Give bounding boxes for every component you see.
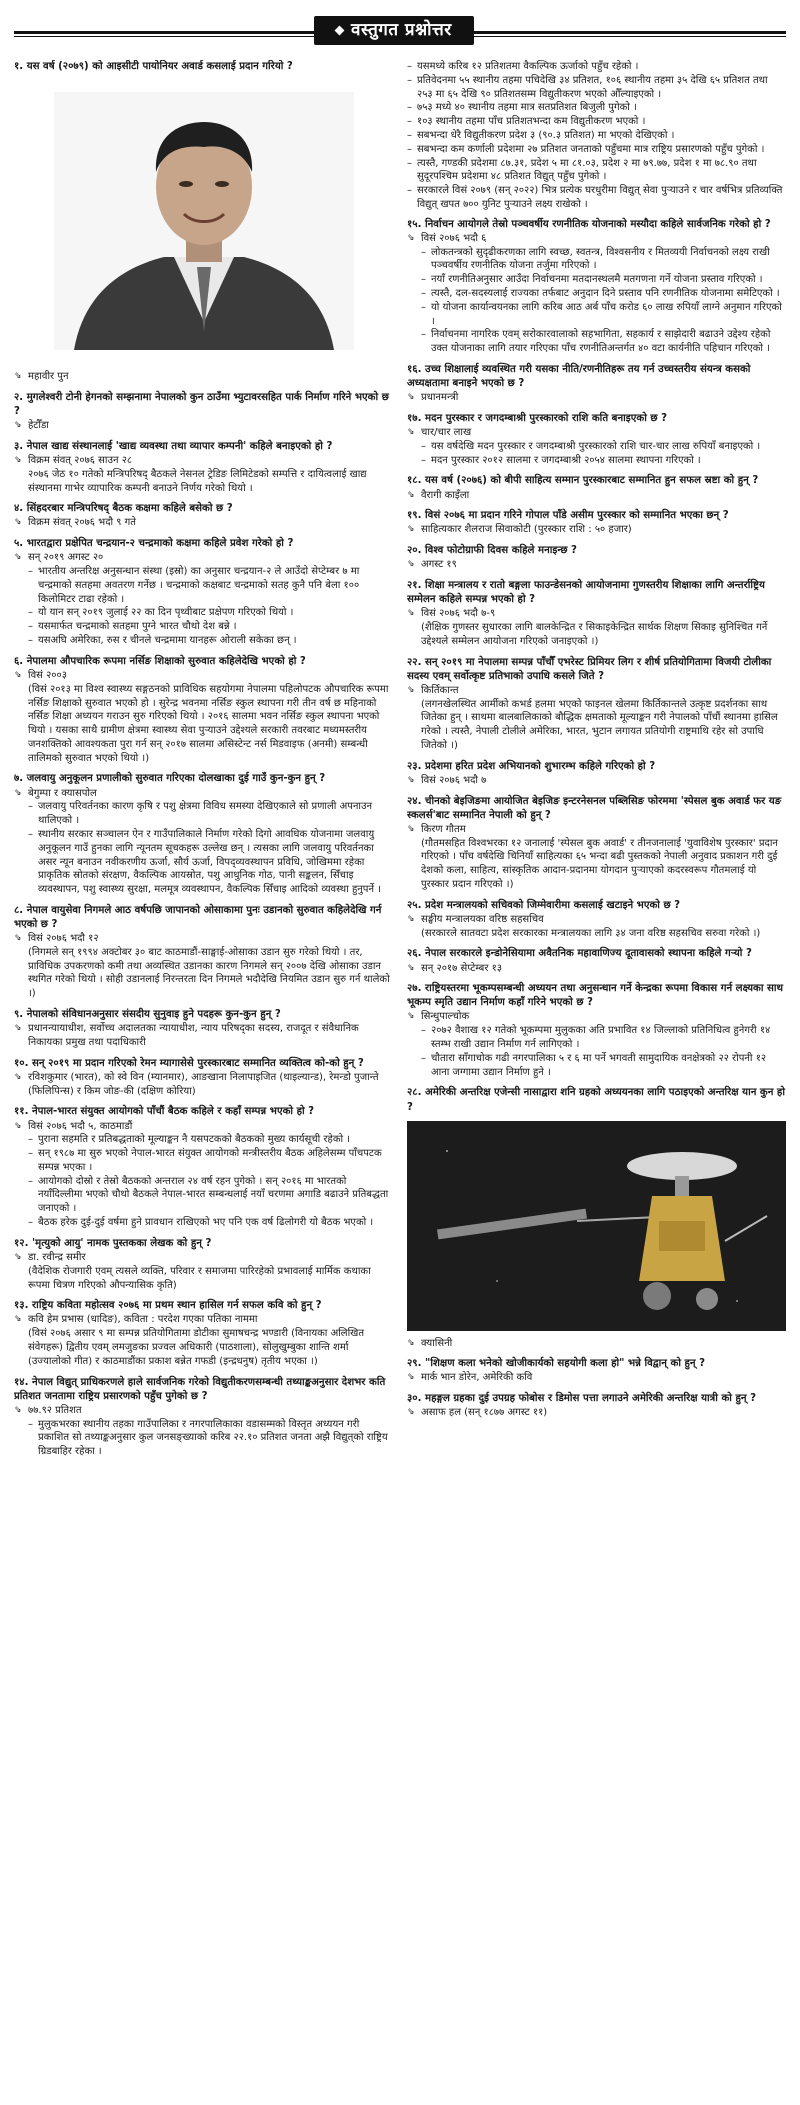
question: १६. उच्च शिक्षालाई व्यवस्थित गरी यसका नीति/रणनीतिहरू तय गर्न उच्चस्तरीय संयन्त्र कसको अध्यक्षतामा बनाइने भएको छ ? [407, 364, 751, 390]
list-item: – यसअघि अमेरिका, रुस र चीनले चन्द्रमामा यानहरू ओराली सकेका छन् । [28, 634, 393, 648]
explanation: (वैदेशिक रोजगारी एवम् त्यसले व्यक्ति, परिवार र समाजमा पारिरहेको प्रभावलाई मार्मिक कथाका रूपमा चित्रण गरिएको औपन्यासिक कृति) [28, 1265, 371, 1291]
list-item: – ७५३ मध्ये ४० स्थानीय तहमा मात्र सतप्रतिशत बिजुली पुगेको । [407, 101, 786, 115]
list-item: – यो यान सन् २०१९ जुलाई २२ का दिन पृथ्वीबाट प्रक्षेपण गरिएको थियो । [28, 606, 393, 620]
answer: ⇘ चार/चार लाख [407, 426, 786, 440]
list-item: – चौतारा साँगाचोक गढी नगरपालिका ५ र ६ मा पर्ने भगवती सामुदायिक वनक्षेत्रको २२ रोपनी १२ आना जग्गामा उद्यान निर्माण हुने । [421, 1052, 786, 1080]
qa-item [14, 1237, 393, 1292]
qa-item [14, 440, 393, 495]
answer: ⇘ ७७.९२ प्रतिशत [14, 1404, 393, 1418]
content-columns [14, 60, 786, 1466]
list-item: – सबभन्दा धेरै विद्युतीकरण प्रदेश ३ (९०.३ प्रतिशत) मा भएको देखिएको । [407, 129, 786, 143]
list-item: – प्रतिवेदनमा ५५ स्थानीय तहमा पचिदेखि ३४ प्रतिशत, १०६ स्थानीय तहमा ३५ देखि ६५ प्रतिशत तथा २५३ मा ६५ देखि ९० प्रतिशतसम्म विद्युतीकरण भएको औँल्याइएको । [407, 74, 786, 102]
question: २५. प्रदेश मन्त्रालयको सचिवको जिम्मेवारीमा कसलाई खटाइने भएको छ ? [407, 899, 681, 911]
qa-item [407, 1392, 786, 1420]
answer: ⇘ बेगुम्पा र क्यासपोल [14, 787, 393, 801]
answer: ⇘ महावीर पुन [14, 370, 393, 384]
list-item: – भारतीय अन्तरिक्ष अनुसन्धान संस्था (इस्रो) का अनुसार चन्द्रयान-२ ले आउँदो सेप्टेम्बर ७ मा चन्द्रमाको सतहमा अवतरण गर्नेछ । चन्द्रमाको कक्षबाट चन्द्रमाको सतह कुनै पनि बेला १०० किलोमिटर टाढा रहेको । [28, 565, 393, 606]
spacecraft-photo [407, 1121, 786, 1331]
question: २७. राष्ट्रियस्तरमा भूकम्पसम्बन्धी अध्ययन तथा अनुसन्धान गर्ने केन्द्रका रूपमा विकास गर्न लक्ष्यका साथ भूकम्प स्मृति उद्यान निर्माण कहाँ गरिने भएको छ ? [407, 983, 784, 1009]
qa-item [407, 1086, 786, 1350]
bullet-list [14, 1418, 393, 1459]
question: १९. विसं २०७६ मा प्रदान गरिने गोपाल पाँडे असीम पुरस्कार को सम्मानित भएका छन् ? [407, 510, 729, 522]
qa-item [407, 218, 786, 356]
qa-item [407, 899, 786, 941]
answer: ⇘ डा. रवीन्द्र समीर [14, 1251, 393, 1265]
question: ३. नेपाल खाद्य संस्थानलाई 'खाद्य व्यवस्था तथा व्यापार कम्पनी' कहिले बनाइएको हो ? [14, 440, 333, 452]
list-item: – यसमध्ये करिब १२ प्रतिशतमा वैकल्पिक ऊर्जाको पहुँच रहेको । [407, 60, 786, 74]
qa-item [14, 1299, 393, 1368]
answer: ⇘ सन् २०१९ अगस्ट २० [14, 551, 393, 565]
answer: ⇘ रविशकुमार (भारत), को स्वे विन (म्यानमार), आङखाना निलापाइजित (थाइल्यान्ड), रेमन्डो पुजान्ते (फिलिपिन्स) र किम जोङ-की (दक्षिण कोरिया) [14, 1071, 393, 1099]
question: २१. शिक्षा मन्त्रालय र रातो बङ्गला फाउन्डेसनको आयोजनामा गुणस्तरीय शिक्षाका लागि अन्तर्राष्ट्रिय सम्मेलन कहिले सम्पन्न भएको हो ? [407, 580, 765, 606]
question: २४. चीनको बेइजिङमा आयोजित बेइजिङ इन्टरनेसनल पब्लिसिङ फोरममा 'स्पेसल बुक अवार्ड फर यङ स्कलर्स'बाट सम्मानित नेपाली को हुन् ? [407, 795, 782, 821]
answer: ⇘ असाफ हल (सन् १८७७ अगस्ट ११) [407, 1406, 786, 1420]
bullet-list [407, 246, 786, 356]
explanation: (शैक्षिक गुणस्तर सुधारका लागि बालकेन्द्रित र सिकाइकेन्द्रित सार्थक शिक्षण सिकाइ सुनिश्चित गर्ने उद्देश्यले सम्मेलन आयोजना गरिएको जनाइएको ।) [421, 622, 768, 647]
question: १७. मदन पुरस्कार र जगदम्बाश्री पुरस्कारको राशि कति बनाइएको छ ? [407, 412, 668, 424]
question: ३०. महङ्गल ग्रहका दुई उपग्रह फोबोस र डिमोस पत्ता लगाउने अमेरिकी अन्तरिक्ष यात्री को हुन् ? [407, 1393, 756, 1405]
bullet-list [407, 440, 786, 468]
list-item: – यो योजना कार्यान्वयनका लागि करिब आठ अर्ब पाँच करोड ६० लाख रुपियाँ लाग्ने अनुमान गरिएको । [421, 301, 786, 329]
list-item: – मदन पुरस्कार २०१२ सालमा र जगदम्बाश्री २०५४ सालमा स्थापना गरिएको । [421, 454, 786, 468]
question: ८. नेपाल वायुसेवा निगमले आठ वर्षपछि जापानको ओसाकामा पुनः उडानको सुरुवात कहिलेदेखि गर्न भएको छ ? [14, 904, 382, 931]
qa-item [407, 982, 786, 1079]
question: २६. नेपाल सरकारले इन्डोनेसियामा अवैतनिक महावाणिज्य दूतावासको स्थापना कहिले गऱ्यो ? [407, 948, 752, 960]
qa-item [407, 579, 786, 649]
qa-item [14, 655, 393, 766]
answer: ⇘ विसं २०७६ भदौ ७ [407, 774, 786, 788]
question: २८. अमेरिकी अन्तरिक्ष एजेन्सी नासाद्वारा शनि ग्रहको अध्ययनका लागि पठाइएको अन्तरिक्ष यान कुन हो ? [407, 1087, 785, 1113]
list-item: – १०३ स्थानीय तहमा पाँच प्रतिशतभन्दा कम विद्युतीकरण भएको । [407, 115, 786, 129]
answer: ⇘ सङ्घीय मन्त्रालयका वरिष्ठ सहसचिव [407, 913, 786, 927]
answer: ⇘ विसं २०७६ भदौ ६ [407, 232, 786, 246]
list-item: – मुलुकभरका स्थानीय तहका गाउँपालिका र नगरपालिकाका वडासम्मको विस्तृत अध्ययन गरी प्रकाशित सो तथ्याङ्कअनुसार कुल जनसङ्ख्याको करिब २२.१० प्रतिशत जनता अझै विद्युत्‌को राष्ट्रिय ग्रिडबाहिर रहेका । [28, 1418, 393, 1459]
list-item: – आयोगको दोस्रो र तेस्रो बैठकको अन्तराल २४ वर्ष रहन पुगेको । सन् २०१६ मा भारतको नयाँदिल्लीमा भएको चौथो बैठकले नेपाल-भारत सम्बन्धलाई नयाँ चरणमा अगाडि बढाउने प्रतिबद्धता जनाएको । [28, 1175, 393, 1216]
list-item: – पुराना सहमति र प्रतिबद्धताको मूल्याङ्कन नै यसपटकको बैठकको मुख्य कार्यसूची रहेको । [28, 1133, 393, 1147]
qa-item [407, 412, 786, 467]
qa-item [14, 391, 393, 433]
qa-item [407, 947, 786, 975]
qa-item [407, 1357, 786, 1385]
question: ५. भारतद्वारा प्रक्षेपित चन्द्रयान-२ चन्द्रमाको कक्षमा कहिले प्रवेश गरेको हो ? [14, 538, 294, 550]
explanation: (विसं २०१३ मा विश्व स्वास्थ्य सङ्गठनको प्राविधिक सहयोगमा नेपालमा पहिलोपटक औपचारिक रूपमा नर्सिङ शिक्षाको सुरुवात भएको हो । सुरेन्द्र भवनमा नर्सिङ स्कुल स्थापना गरी तीन वर्ष छ महिनाको नर्सिङ शिक्षा अध्ययन गराउन सुरु गरिएको थियो । २०१६ सालमा भवन नर्सिङ स्कुल स्थापना भएको थियो । यसका साथै ग्रामीण क्षेत्रमा स्वास्थ्य सेवा पुऱ्याउने उद्देश्यले सरकारी तवरबाट मध्यमस्तरीय जनशक्तिको आवश्यकता पुरा गर्न सन् २०१७ सालमा असिस्टेन्ट नर्स मिडवाइफ (अनमी) सम्बन्धी तालिमको सुरुवात भएको थियो ।) [28, 683, 389, 764]
answer: ⇘ क्यासिनी [407, 1337, 786, 1351]
answer: ⇘ हेटौँडा [14, 419, 393, 433]
bullet-list [14, 565, 393, 648]
question: १५. निर्वाचन आयोगले तेस्रो पञ्चवर्षीय रणनीतिक योजनाको मस्यौदा कहिले सार्वजनिक गरेको हो ? [407, 218, 771, 230]
qa-item [407, 363, 786, 405]
answer: ⇘ विसं २०७६ भदौ ५, काठमाडौं [14, 1120, 393, 1134]
spacecraft-illustration [407, 1121, 786, 1331]
list-item: – त्यस्तै, गण्डकी प्रदेशमा ८७.३१, प्रदेश ५ मा ८१.०३, प्रदेश २ मा ७९.७७, प्रदेश १ मा ७८.९० तथा सुदूरपश्चिम प्रदेशमा ४८ प्रतिशत विद्युत् पहुँच पुगेको । [407, 157, 786, 185]
list-item: – लोकतन्त्रको सुदृढीकरणका लागि स्वच्छ, स्वतन्त्र, विश्वसनीय र मितव्ययी निर्वाचनको लक्ष्य राखी पञ्चवर्षीय रणनीतिक योजना तर्जुमा गरिएको । [421, 246, 786, 274]
left-column [14, 60, 393, 1466]
question: ७. जलवायु अनुकूलन प्रणालीको सुरुवात गरिएका दोलखाका दुई गाउँ कुन-कुन हुन् ? [14, 773, 326, 785]
continued-list [407, 60, 786, 212]
list-item: – जलवायु परिवर्तनका कारण कृषि र पशु क्षेत्रमा विविध समस्या देखिएकाले सो प्रणाली अपनाउन थालिएको । [28, 800, 393, 828]
list-item: – यस वर्षदेखि मदन पुरस्कार र जगदम्बाश्री पुरस्कारको राशि चार-चार लाख रुपियाँ बनाइएको । [421, 440, 786, 454]
question: १८. यस वर्ष (२०७६) को बीपी साहित्य सम्मान पुरस्कारबाट सम्मानित हुन सफल स्रष्टा को हुन् ? [407, 475, 759, 487]
list-item: – निर्वाचनमा नागरिक एवम् सरोकारवालाको सहभागिता, सहकार्य र साझेदारी बढाउने उद्देश्य रहेको उक्त योजनाका लागि तयार गरिएका पाँच रणनीतिअन्तर्गत ४० वटा कार्यनीति पहिचान गरिएको । [421, 328, 786, 356]
answer: ⇘ प्रधानन्यायाधीश, सर्वोच्च अदालतका न्यायाधीश, न्याय परिषद्का सदस्य, राजदूत र संवैधानिक निकायका प्रमुख तथा पदाधिकारी [14, 1022, 393, 1050]
qa-item [407, 656, 786, 753]
answer: ⇘ किर्तिकान्त [407, 684, 786, 698]
page [0, 14, 800, 2105]
list-item: – सन् १९८७ मा सुरु भएको नेपाल-भारत संयुक्त आयोगको मन्त्रीस्तरीय बैठक अहिलेसम्म पाँचपटक सम्पन्न भएका । [28, 1147, 393, 1175]
list-item: – स्थानीय सरकार सञ्चालन ऐन र गाउँपालिकाले निर्माण गरेको दिगो आवधिक योजनामा जलवायु अनुकूलन गाउँ हुनका लागि न्यूनतम सूचकहरू उल्लेख छन् । त्यसका लागि जलवायु परिवर्तनका असर न्यून बनाउन नवीकरणीय ऊर्जा, सौर्य ऊर्जा, विपद्‌व्यवस्थापन प्रविधि, जोखिममा रहेका प्राकृतिक स्रोतको संरक्षण, वैकल्पिक आयस्रोत, पशु आधुनिक गोठ, पानी सङ्कलन, सिँचाइ व्यवस्थापन, पशु स्वास्थ्य सुरक्षा, मलमूत्र व्यवस्थापन, वैकल्पिक सिँचाइ आदिको व्यवस्था हुनुपर्ने । [28, 828, 393, 897]
question: १३. राष्ट्रिय कविता महोत्सव २०७६ मा प्रथम स्थान हासिल गर्न सफल कवि को हुन् ? [14, 1300, 322, 1312]
explanation: २०७६ जेठ १० गतेको मन्त्रिपरिषद् बैठकले नेसनल ट्रेडिङ लिमिटेडको सम्पत्ति र दायित्वलाई खाद्य संस्थानमा गाभेर व्यापारिक कम्पनी बनाउने निर्णय गरेको थियो । [28, 468, 367, 494]
list-item: – सरकारले विसं २०७९ (सन् २०२२) भित्र प्रत्येक घरधुरीमा विद्युत् सेवा पुऱ्याउने र चार वर्षभित्र प्रतिव्यक्ति विद्युत् खपत ७०० युनिट पुऱ्याउने लक्ष्य राखेको । [407, 184, 786, 212]
explanation: (सरकारले सातवटा प्रदेश सरकारका मन्त्रालयका लागि ३४ जना वरिष्ठ सहसचिव सरुवा गरेको ।) [421, 927, 761, 939]
answer: ⇘ विसं २०७६ भदौ ७-९ [407, 607, 786, 621]
answer: ⇘ किरण गौतम [407, 823, 786, 837]
answer: ⇘ मार्क भान डोरेन, अमेरिकी कवि [407, 1371, 786, 1385]
answer: ⇘ वैरागी काइँला [407, 489, 786, 503]
qa-item [14, 904, 393, 1001]
question: १. यस वर्ष (२०७९) को आइसीटी पायोनियर अवार्ड कसलाई प्रदान गरियो ? [14, 61, 293, 72]
list-item: – यसमार्फत चन्द्रमाको सतहमा पुग्ने भारत चौथो देश बन्ने । [28, 620, 393, 634]
qa-item [407, 474, 786, 502]
bullet-list [407, 1024, 786, 1079]
question: ९. नेपालको संविधानअनुसार संसदीय सुनुवाइ हुने पदहरू कुन-कुन हुन् ? [14, 1009, 281, 1021]
portrait-illustration [54, 92, 354, 350]
explanation: (गौतमसहित विश्वभरका १२ जनालाई 'स्पेसल बुक अवार्ड' र तीनजनालाई 'युवाविशेष पुरस्कार' प्रदान गरिएको । पाँच वर्षदेखि चिनियाँ साहित्यका ६५ भन्दा बढी पुस्तकको नेपाली अनुवाद प्रकाशन गरी दुई देशको कला, साहित्य, सांस्कृतिक आदान-प्रदानमा योगदान पुऱ्याएको कदरस्वरूप गौतमलाई यो पुरस्कार प्रदान गरिएको ।) [421, 837, 778, 890]
question: १२. 'मृत्युको आयु' नामक पुस्तकका लेखक को हुन् ? [14, 1237, 212, 1249]
section-title: वस्तुगत प्रश्नोत्तर [314, 16, 474, 45]
question: २. मुगलेश्वरी टोनी हेगनको सम्झनामा नेपालको कुन ठाउँमा भ्युटावरसहित पार्क निर्माण गरिने भएको छ ? [14, 391, 389, 417]
qa-item [407, 544, 786, 572]
answer: ⇘ विक्रम संवत् २०७६ भदौ ९ गते [14, 516, 393, 530]
qa-item [14, 537, 393, 648]
qa-item [14, 60, 393, 384]
explanation: (निगमले सन् १९९४ अक्टोबर ३० बाट काठमाडौं-साङ्घाई-ओसाका उडान सुरु गरेको थियो । तर, प्राविधिक उपकरणको कमी तथा अव्यस्थित उडानका कारण निगमले सन् २००७ देखि ओसाका उडान स्थगित गरेको थियो । सोही उडानलाई निरन्तरता दिन निगमले भदौदेखि नियमित उडान सुरु गर्न थालेको ।) [28, 946, 390, 1000]
right-column [407, 60, 786, 1466]
answer: ⇘ प्रधानमन्त्री [407, 391, 786, 405]
answer: ⇘ सिन्धुपाल्चोक [407, 1010, 786, 1024]
list-item: – २०७२ वैशाख १२ गतेको भूकम्पमा मुलुकका अति प्रभावित १४ जिल्लाको प्रतिनिधित्व हुनेगरी १४ स्तम्भ राखी उद्यान निर्माण गर्न लागिएको । [421, 1024, 786, 1052]
answer: ⇘ विक्रम संवत् २०७६ साउन २८ [14, 454, 393, 468]
answer: ⇘ अगस्ट १९ [407, 558, 786, 572]
question: २२. सन् २०१९ मा नेपालमा सम्पन्न पाँचौँ एभरेस्ट प्रिमियर लिग र शीर्ष प्रतियोगितामा विजयी टोलीका सदस्य एवम् सर्वोत्कृष्ट प्रतिभाको उपाधि कसले जिते ? [407, 656, 772, 682]
list-item: – बैठक हरेक दुई-दुई वर्षमा हुने प्रावधान राखिएको भए पनि एक वर्ष ढिलोगरी यो बैठक भएको । [28, 1216, 393, 1230]
list-item: – नयाँ रणनीतिअनुसार आउँदा निर्वाचनमा मतदानस्थलमै मतगणना गर्ने योजना प्रस्ताव गरिएको । [421, 273, 786, 287]
portrait-photo [54, 92, 354, 350]
bullet-list [14, 800, 393, 897]
section-header [14, 14, 786, 52]
question: ६. नेपालमा औपचारिक रूपमा नर्सिङ शिक्षाको सुरुवात कहिलेदेखि भएको हो ? [14, 655, 306, 667]
question: ४. सिंहदरबार मन्त्रिपरिषद् बैठक कक्षमा कहिले बसेको छ ? [14, 503, 233, 515]
answer: ⇘ साहित्यकार शैलराज सिवाकोटी (पुरस्कार राशि : ५० हजार) [407, 523, 786, 537]
answer: ⇘ कवि हेम प्रभास (धादिङ), कविता : परदेश गएका पतिका नाममा [14, 1313, 393, 1327]
question: १०. सन् २०१९ मा प्रदान गरिएको रेमन म्यागासेसे पुरस्कारबाट सम्मानित व्यक्तित्व को-को हुन् ? [14, 1057, 364, 1069]
question: ११. नेपाल-भारत संयुक्त आयोगको पाँचौं बैठक कहिले र कहाँ सम्पन्न भएको हो ? [14, 1106, 315, 1118]
qa-item [407, 509, 786, 537]
qa-item [14, 502, 393, 530]
explanation: (विसं २०७६ असार ९ मा सम्पन्न प्रतियोगितामा डोटीका सुमाषचन्द्र भण्डारी (विनायका अलिखित संवेगहरू) द्वितीय एवम् लमजुङका प्रज्वल अधिकारी (पाठशाला), सोलुखुम्बुका शान्ति शर्मा (उज्यालोको गीत) र काठमाडौंका प्रकाश बन्नेत गफडी (इन्द्रधनुष) तृतीय भएका ।) [28, 1328, 365, 1367]
bullet-list [14, 1133, 393, 1230]
list-item: – त्यस्तै, दल-सदस्यलाई राज्यका तर्फबाट अनुदान दिने प्रस्ताव पनि रणनीतिक योजनामा समेटिएको । [421, 287, 786, 301]
list-item: – सबभन्दा कम कर्णाली प्रदेशमा २७ प्रतिशत जनताको पहुँचमा मात्र राष्ट्रिय प्रसारणको पहुँच पुगेको । [407, 143, 786, 157]
qa-item [14, 1057, 393, 1099]
qa-item [407, 760, 786, 788]
qa-item [407, 795, 786, 892]
answer: ⇘ विसं २०७६ भदौ १२ [14, 932, 393, 946]
answer: ⇘ सन् २०१७ सेप्टेम्बर १३ [407, 962, 786, 976]
explanation: (लगनखेलस्थित आर्मीको कभर्ड हलमा भएको फाइनल खेलमा किर्तिकान्तले उत्कृष्ट प्रदर्शनका साथ जितेका हुन् । साथमा बालबालिकाको बौद्धिक क्षमताको मूल्याङ्कन गरी नेपालको पाँचौं स्थानमा हासिल गरेको । त्यस्तै, नेपाली टोलीले अमेरिका, भारत, भुटान लगायत प्रतियोगी राष्ट्रमाथि रहेर सो उपाधि जितेको ।) [421, 698, 778, 751]
qa-item [14, 1008, 393, 1050]
question: १४. नेपाल विद्युत् प्राधिकरणले हाले सार्वजनिक गरेको विद्युतीकरणसम्बन्धी तथ्याङ्कअनुसार देशभर कति प्रतिशत जनतामा राष्ट्रिय प्रसारणको पहुँच पुगेको छ ? [14, 1376, 386, 1402]
qa-item [14, 772, 393, 896]
question: २०. विश्व फोटोग्राफी दिवस कहिले मनाइन्छ ? [407, 545, 577, 557]
question: २९. "शिक्षण कला भनेको खोजीकार्यको सहयोगी कला हो" भन्ने विद्वान् को हुन् ? [407, 1358, 706, 1370]
qa-item [14, 1105, 393, 1229]
answer: ⇘ विसं २००३ [14, 669, 393, 683]
qa-item [14, 1376, 393, 1459]
question: २३. प्रदेशमा हरित प्रदेश अभियानको शुभारम्भ कहिले गरिएको हो ? [407, 760, 656, 772]
